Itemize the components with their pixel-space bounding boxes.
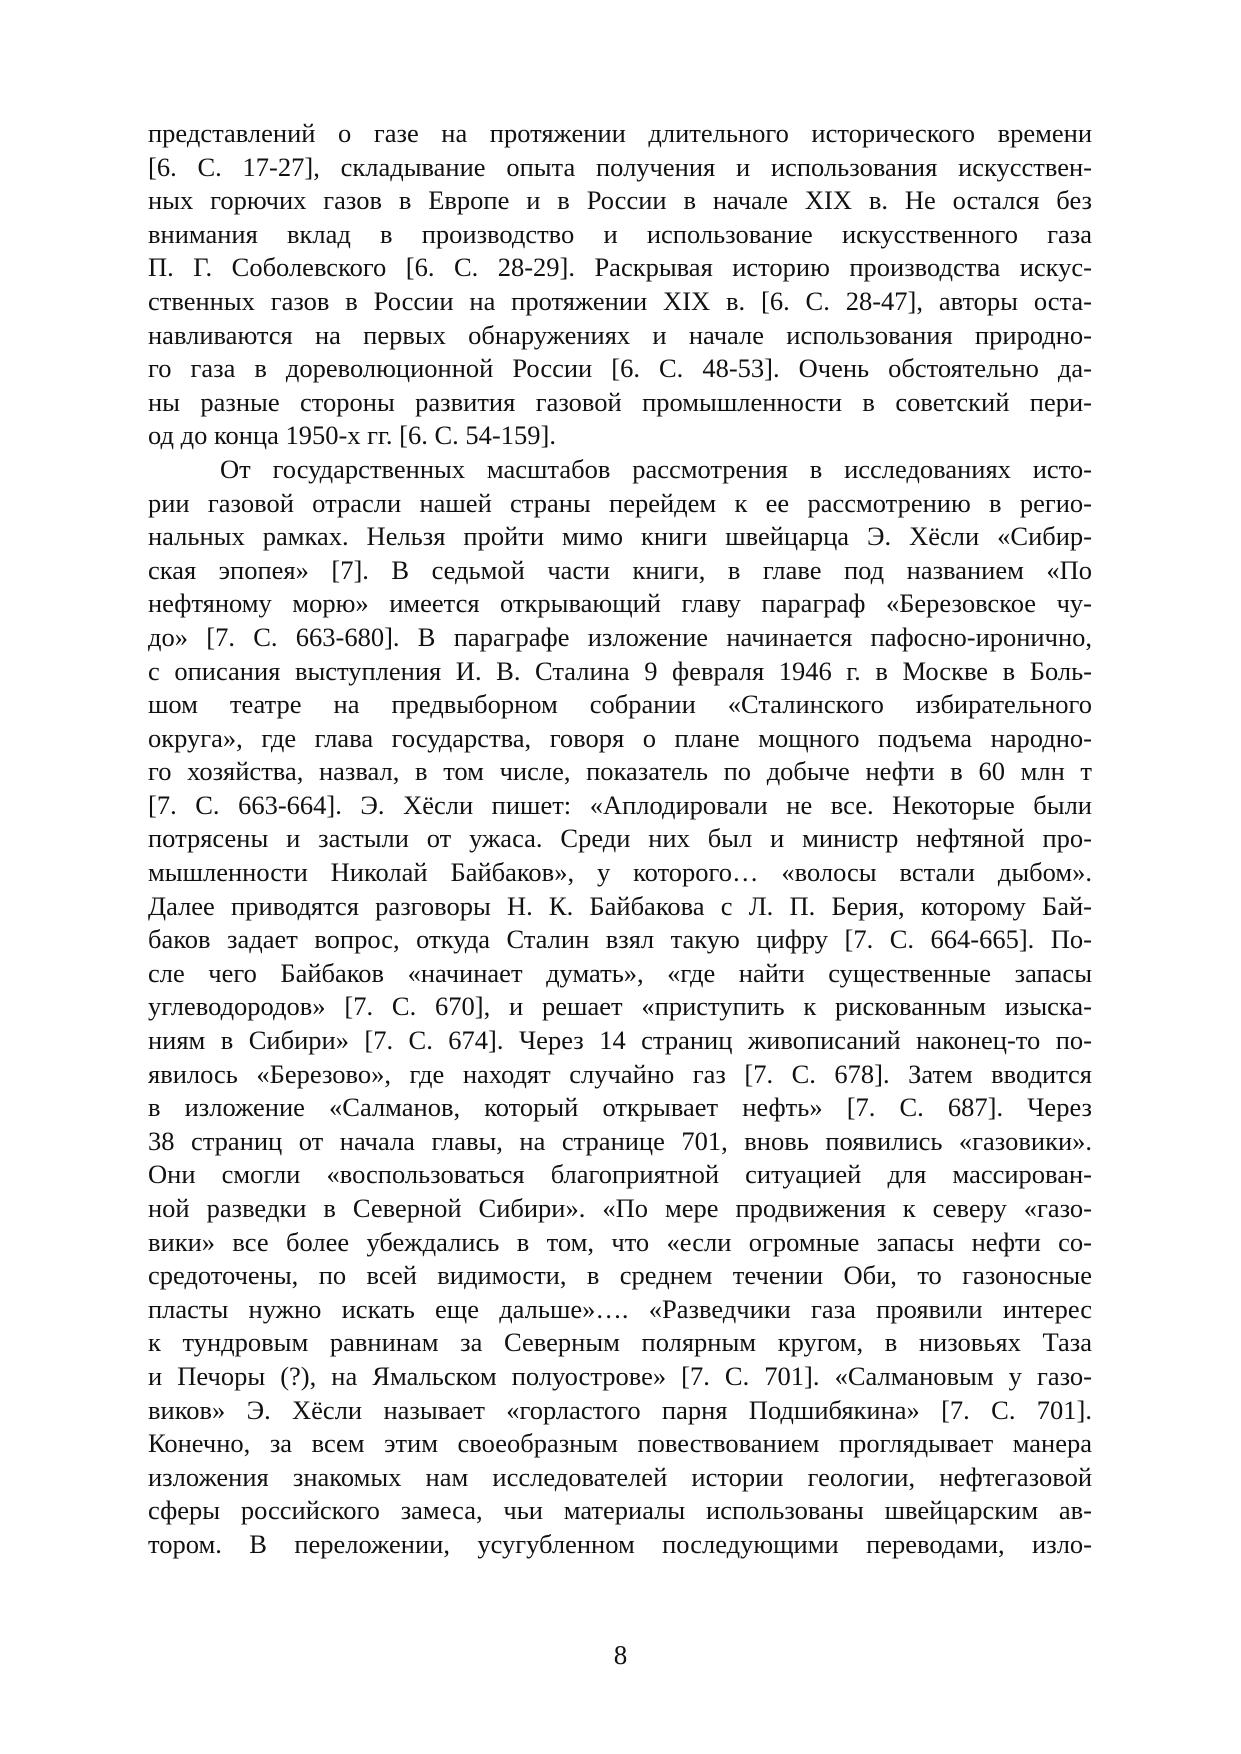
text-line: го газа в дореволюционной России [6. С. 48-53]. Очень обстоятельно да- — [148, 353, 1092, 384]
text-line: Они смогли «воспользоваться благоприятной ситуацией для массирован- — [148, 1159, 1092, 1190]
text-line: тором. В переложении, усугубленном последующими переводами, изло- — [148, 1528, 1092, 1559]
text-line: [7. С. 663-664]. Э. Хёсли пишет: «Аплодировали не все. Некоторые были — [148, 789, 1092, 820]
text-line: сферы российского замеса, чьи материалы использованы швейцарским ав- — [148, 1495, 1092, 1526]
text-line: пласты нужно искать еще дальше»…. «Разведчики газа проявили интерес — [148, 1293, 1092, 1324]
text-line: углеводородов» [7. С. 670], и решает «приступить к рискованным изыска- — [148, 991, 1092, 1022]
text-line: ниям в Сибири» [7. С. 674]. Через 14 страниц живописаний наконец-то по- — [148, 1025, 1092, 1056]
page-number: 8 — [613, 1640, 628, 1670]
text-line: виков» Э. Хёсли называет «горластого парня Подшибякина» [7. С. 701]. — [148, 1394, 1092, 1425]
text-line: внимания вклад в производство и использование искусственного газа — [148, 218, 1092, 249]
body-text — [148, 117, 1092, 1562]
paragraph-2 — [148, 453, 1092, 1562]
text-line: навливаются на первых обнаружениях и начале использования природно- — [148, 319, 1092, 350]
text-line: представлений о газе на протяжении длительного исторического времени — [148, 118, 1092, 148]
text-line: округа», где глава государства, говоря о плане мощного подъема народно- — [148, 722, 1092, 753]
text-line: к тундровым равнинам за Северным полярным кругом, в низовьях Таза — [148, 1327, 1092, 1358]
text-line: 38 страниц от начала главы, на странице 701, вновь появились «газовики». — [148, 1125, 1092, 1156]
text-line: П. Г. Соболевского [6. С. 28-29]. Раскрывая историю производства искус- — [148, 252, 1092, 283]
text-line: вики» все более убеждались в том, что «если огромные запасы нефти со- — [148, 1226, 1092, 1257]
text-line: Конечно, за всем этим своеобразным повествованием проглядывает манера — [148, 1428, 1092, 1459]
text-line: сле чего Байбаков «начинает думать», «где найти существенные запасы — [148, 957, 1092, 988]
text-line: рии газовой отрасли нашей страны перейдем к ее рассмотрению в регио- — [148, 487, 1092, 518]
text-line: потрясены и застыли от ужаса. Среди них был и министр нефтяной про- — [148, 823, 1092, 854]
text-line: мышленности Николай Байбаков», у которого… «волосы встали дыбом». — [148, 857, 1092, 888]
paragraph-1 — [148, 117, 1092, 453]
text-line: го хозяйства, назвал, в том числе, показатель по добыче нефти в 60 млн т — [148, 756, 1092, 787]
text-line: ной разведки в Северной Сибири». «По мере продвижения к северу «газо- — [148, 1193, 1092, 1223]
text-line: Далее приводятся разговоры Н. К. Байбакова с Л. П. Берия, которому Бай- — [148, 890, 1092, 921]
text-line: ных горючих газов в Европе и в России в начале XIX в. Не остался без — [148, 185, 1092, 216]
text-line: до» [7. С. 663-680]. В параграфе изложение начинается пафосно-иронично, — [148, 621, 1092, 652]
text-line: явилось «Березово», где находят случайно газ [7. С. 678]. Затем вводится — [148, 1058, 1092, 1089]
text-line: баков задает вопрос, откуда Сталин взял такую цифру [7. С. 664-665]. По- — [148, 924, 1092, 955]
text-line: с описания выступления И. В. Сталина 9 февраля 1946 г. в Москве в Боль- — [148, 655, 1092, 686]
text-line: в изложение «Салманов, который открывает нефть» [7. С. 687]. Через — [148, 1092, 1092, 1123]
text-line: изложения знакомых нам исследователей истории геологии, нефтегазовой — [148, 1461, 1092, 1492]
text-line: От государственных масштабов рассмотрения в исследованиях исто- — [220, 453, 1092, 484]
text-line: шом театре на предвыборном собрании «Сталинского избирательного — [148, 689, 1092, 720]
text-line: нальных рамках. Нельзя пройти мимо книги швейцарца Э. Хёсли «Сибир- — [148, 521, 1092, 552]
text-line: ская эпопея» [7]. В седьмой части книги, в главе под названием «По — [148, 554, 1092, 585]
text-line: средоточены, по всей видимости, в среднем течении Оби, то газоносные — [148, 1260, 1092, 1291]
text-line: нефтяному морю» имеется открывающий главу параграф «Березовское чу- — [148, 588, 1092, 619]
text-line: [6. С. 17-27], складывание опыта получения и использования искусствен- — [148, 151, 1092, 182]
text-line: и Печоры (?), на Ямальском полуострове» [7. С. 701]. «Салмановым у газо- — [148, 1360, 1092, 1391]
text-line: ственных газов в России на протяжении XIX в. [6. С. 28-47], авторы оста- — [148, 285, 1092, 316]
text-line: ны разные стороны развития газовой промышленности в советский пери- — [148, 386, 1092, 417]
text-line: од до конца 1950-х гг. [6. С. 54-159]. — [148, 420, 556, 451]
